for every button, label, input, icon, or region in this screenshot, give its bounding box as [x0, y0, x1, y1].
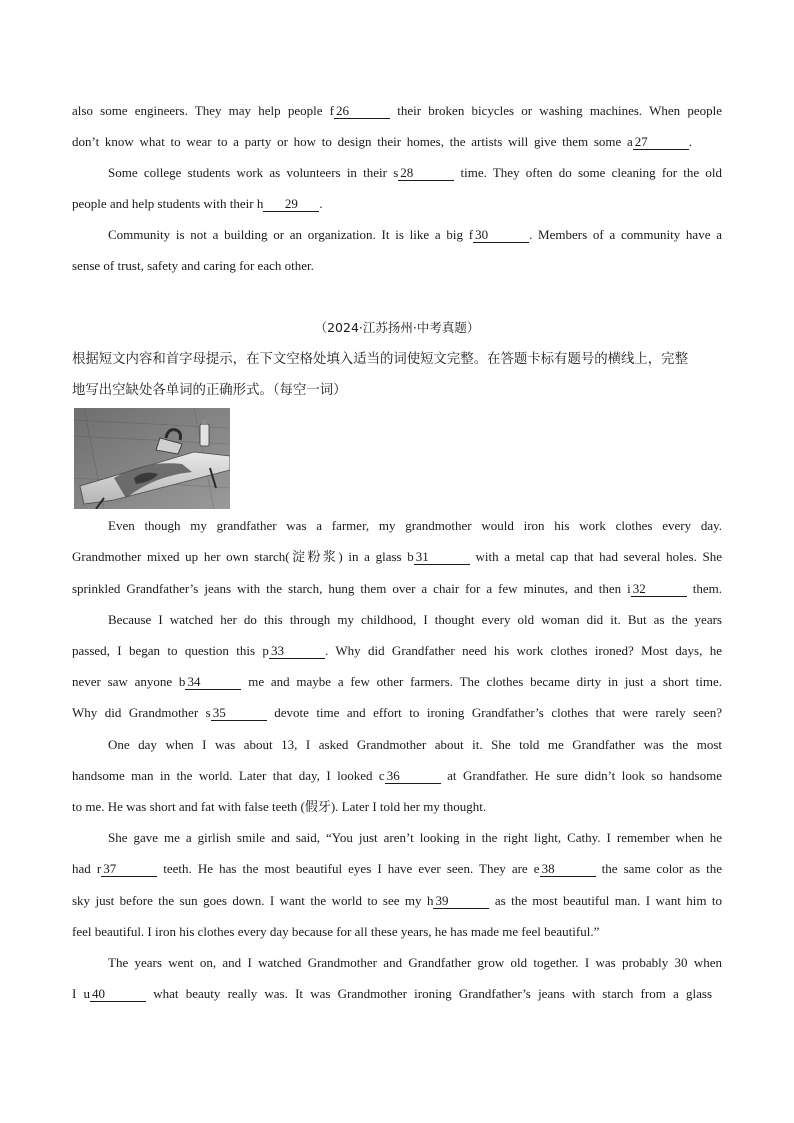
blank-33[interactable]: 33	[269, 644, 325, 659]
passage1-line-2: don’t know what to wear to a party or how to design their homes, the artists will give them some a 27 .	[72, 134, 692, 149]
passage1-line-1: also some engineers. They may help people f 26 their broken bicycles or washing machines. When people	[72, 103, 723, 118]
passage2-line-12: had r 37 teeth. He has the most beautiful eyes I have ever seen. They are e 38 the same color as the	[72, 861, 723, 876]
passage2-line-15: The years went on, and I watched Grandmother and Grandfather grow old together. I was probably 30 when	[108, 955, 722, 970]
passage2-line-11: She gave me a girlish smile and said, “You just aren’t looking in the right light, Cathy. I remember when he	[108, 830, 722, 845]
ironing-photo	[74, 408, 230, 509]
blank-40[interactable]: 40	[90, 987, 146, 1002]
passage2-line-5: passed, I began to question this p 33 . Why did Grandfather need his work clothes ironed? Most days, he	[72, 643, 722, 658]
passage1-line-3: Some college students work as volunteers in their s 28 time. They often do some cleaning for the old	[108, 165, 723, 180]
blank-35[interactable]: 35	[211, 706, 267, 721]
passage2-line-2: Grandmother mixed up her own starch(淀粉浆) in a glass b 31 with a metal cap that had several holes. She	[72, 549, 723, 564]
passage2-line-14: feel beautiful. I iron his clothes every day because for all these years, he has made me feel beautiful.”	[72, 924, 600, 939]
blank-30[interactable]: 30	[473, 228, 529, 243]
passage2-line-13: sky just before the sun goes down. I want the world to see my h 39 as the most beautiful man. I want him to	[72, 893, 722, 908]
passage2-line-6: never saw anyone b 34 me and maybe a few other farmers. The clothes became dirty in just a short time.	[72, 674, 722, 689]
passage2-line-3: sprinkled Grandfather’s jeans with the starch, hung them over a chair for a few minutes, and then i 32 them.	[72, 581, 722, 596]
blank-37[interactable]: 37	[101, 862, 157, 877]
blank-28[interactable]: 28	[398, 166, 454, 181]
passage2-line-10: to me. He was short and fat with false teeth (假牙). Later I told her my thought.	[72, 799, 487, 814]
passage2-line-8: One day when I was about 13, I asked Grandmother about it. She told me Grandfather was the most	[108, 737, 722, 752]
passage2-line-16: I u 40 what beauty really was. It was Grandmother ironing Grandfather’s jeans with starch from a glass	[72, 986, 713, 1001]
passage2-line-9: handsome man in the world. Later that day, I looked c 36 at Grandfather. He sure didn’t look so handsome	[72, 768, 723, 783]
passage1-line-4: people and help students with their h 29 .	[72, 196, 323, 211]
blank-36[interactable]: 36	[385, 769, 441, 784]
blank-27[interactable]: 27	[633, 135, 689, 150]
blank-32[interactable]: 32	[631, 582, 687, 597]
question-source: （2024·江苏扬州·中考真题）	[314, 320, 480, 335]
blank-29[interactable]: 29	[263, 197, 319, 212]
passage2-line-4: Because I watched her do this through my childhood, I thought every old woman did it. But as the years	[108, 612, 722, 627]
passage1-line-5: Community is not a building or an organization. It is like a big f 30 . Members of a community have a	[108, 227, 722, 242]
blank-39[interactable]: 39	[433, 894, 489, 909]
instruction-line-1: 根据短文内容和首字母提示，在下文空格处填入适当的词使短文完整。在答题卡标有题号的横线上，完整	[72, 352, 688, 367]
blank-31[interactable]: 31	[414, 550, 470, 565]
blank-38[interactable]: 38	[540, 862, 596, 877]
passage2-line-7: Why did Grandmother s 35 devote time and effort to ironing Grandfather’s clothes that were rarely seen?	[72, 705, 722, 720]
blank-34[interactable]: 34	[185, 675, 241, 690]
blank-26[interactable]: 26	[334, 104, 390, 119]
instruction-line-2: 地写出空缺处各单词的正确形式。（每空一词）	[72, 383, 347, 398]
passage1-line-6: sense of trust, safety and caring for each other.	[72, 258, 314, 273]
passage2-line-1: Even though my grandfather was a farmer, my grandmother would iron his work clothes every day.	[108, 518, 722, 533]
